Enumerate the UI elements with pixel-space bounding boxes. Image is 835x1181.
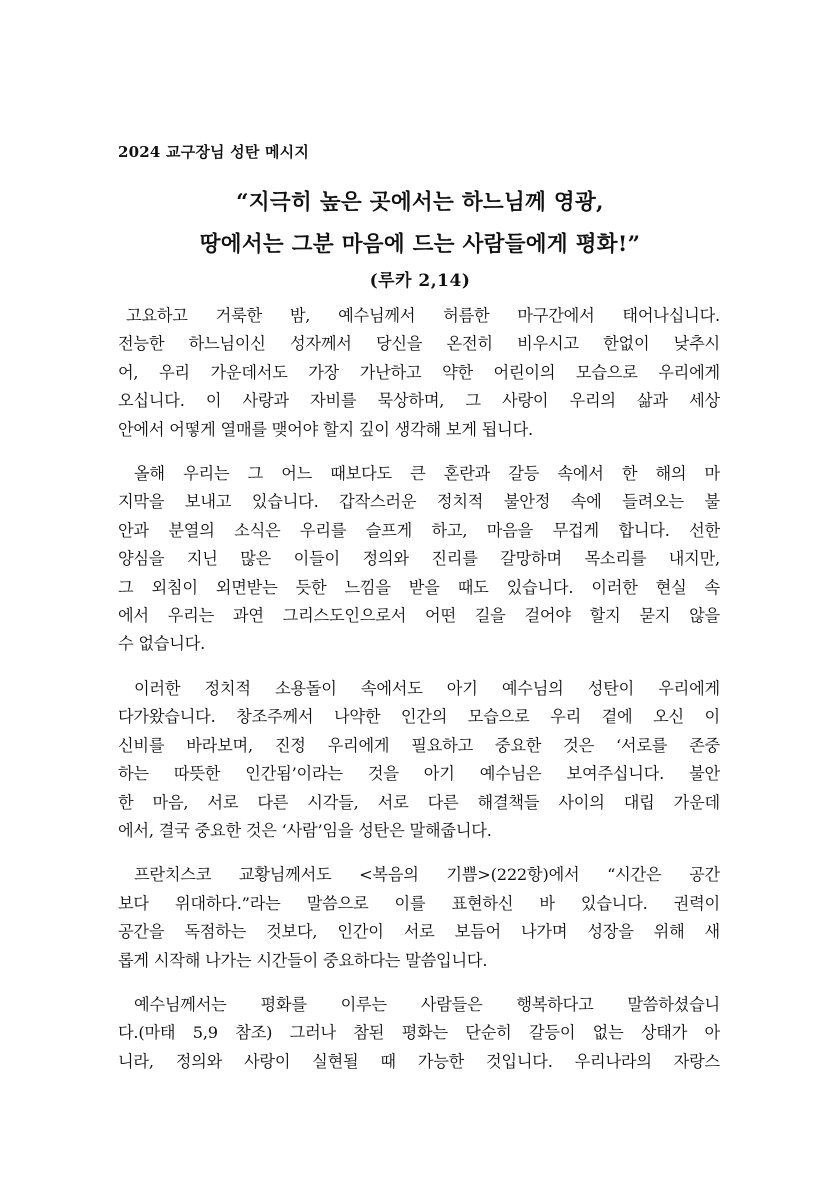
paragraph-line: 전능한 하느님이신 성자께서 당신을 온전히 비우시고 한없이 낮추시	[118, 334, 720, 354]
paragraph-line: 에서 우리는 과연 그리스도인으로서 어떤 길을 걸어야 할지 묻지 않을	[118, 606, 720, 626]
message-body	[118, 302, 720, 1092]
paragraph-line: 신비를 바라보며, 진정 우리에게 필요하고 중요한 것은 ‘서로를 존중	[118, 735, 720, 755]
paragraph-line: 오십니다. 이 사랑과 자비를 묵상하며, 그 사랑이 우리의 삶과 세상	[118, 391, 720, 411]
paragraph-line: 어, 우리 가운데서도 가장 가난하고 약한 어린이의 모습으로 우리에게	[118, 362, 720, 382]
paragraph-line: 올해 우리는 그 어느 때보다도 큰 혼란과 갈등 속에서 한 해의 마	[134, 464, 720, 484]
title-line-2: 땅에서는 그분 마음에 드는 사람들에게 평화!”	[199, 232, 641, 257]
paragraph-line: 안에서 어떻게 열매를 맺어야 할지 깊이 생각해 보게 됩니다.	[118, 419, 533, 439]
paragraph-line: 고요하고 거룩한 밤, 예수님께서 허름한 마구간에서 태어나십니다.	[126, 306, 720, 325]
paragraph-line: 다가왔습니다. 창조주께서 나약한 인간의 모습으로 우리 곁에 오신 이	[118, 707, 720, 727]
paragraph-line: 안과 분열의 소식은 우리를 슬프게 하고, 마음을 무겁게 합니다. 선한	[118, 520, 720, 540]
paragraph-2	[118, 460, 720, 659]
paragraph-3	[118, 675, 720, 845]
paragraph-line: 예수님께서는 평화를 이루는 사람들은 행복하다고 말씀하셨습니	[134, 994, 720, 1014]
paragraph-line: 프란치스코 교황님께서도 <복음의 기쁨>(222항)에서 “시간은 공간	[134, 865, 720, 885]
paragraph-line: 이러한 정치적 소용돌이 속에서도 아기 예수님의 성탄이 우리에게	[134, 678, 720, 698]
title-line-1: “지극히 높은 곳에서는 하느님께 영광,	[236, 190, 604, 215]
paragraph-5	[118, 991, 720, 1076]
scripture-citation: (루카 2,14)	[369, 271, 471, 291]
paragraph-line: 공간을 독점하는 것보다, 인간이 서로 보듬어 나가며 성장을 위해 새	[118, 922, 720, 942]
paragraph-line: 수 없습니다.	[118, 634, 206, 654]
paragraph-line: 그 외침이 외면받는 듯한 느낌을 받을 때도 있습니다. 이러한 현실 속	[118, 577, 720, 597]
paragraph-line: 하는 따뜻한 인간됨’이라는 것을 아기 예수님은 보여주십니다. 불안	[118, 764, 720, 784]
paragraph-line: 다.(마태 5,9 참조) 그러나 참된 평화는 단순히 갈등이 없는 상태가 아	[118, 1023, 720, 1043]
paragraph-line: 에서, 결국 중요한 것은 ‘사람’임을 성탄은 말해줍니다.	[118, 820, 492, 840]
paragraph-line: 보다 위대하다.”라는 말씀으로 이를 표현하신 바 있습니다. 권력이	[118, 893, 720, 913]
paragraph-line: 니라, 정의와 사랑이 실현될 때 가능한 것입니다. 우리나라의 자랑스	[118, 1051, 720, 1071]
paragraph-line: 한 마음, 서로 다른 시각들, 서로 다른 해결책들 사이의 대립 가운데	[118, 792, 720, 812]
message-title	[100, 183, 740, 294]
paragraph-1	[118, 302, 720, 444]
paragraph-line: 지막을 보내고 있습니다. 갑작스러운 정치적 불안정 속에 들려오는 불	[118, 492, 720, 512]
document-header-label: 2024 교구장님 성탄 메시지	[118, 143, 310, 161]
paragraph-line: 양심을 지닌 많은 이들이 정의와 진리를 갈망하며 목소리를 내지만,	[118, 549, 720, 569]
paragraph-line: 롭게 시작해 나가는 시간들이 중요하다는 말씀입니다.	[118, 950, 488, 970]
paragraph-4	[118, 861, 720, 975]
